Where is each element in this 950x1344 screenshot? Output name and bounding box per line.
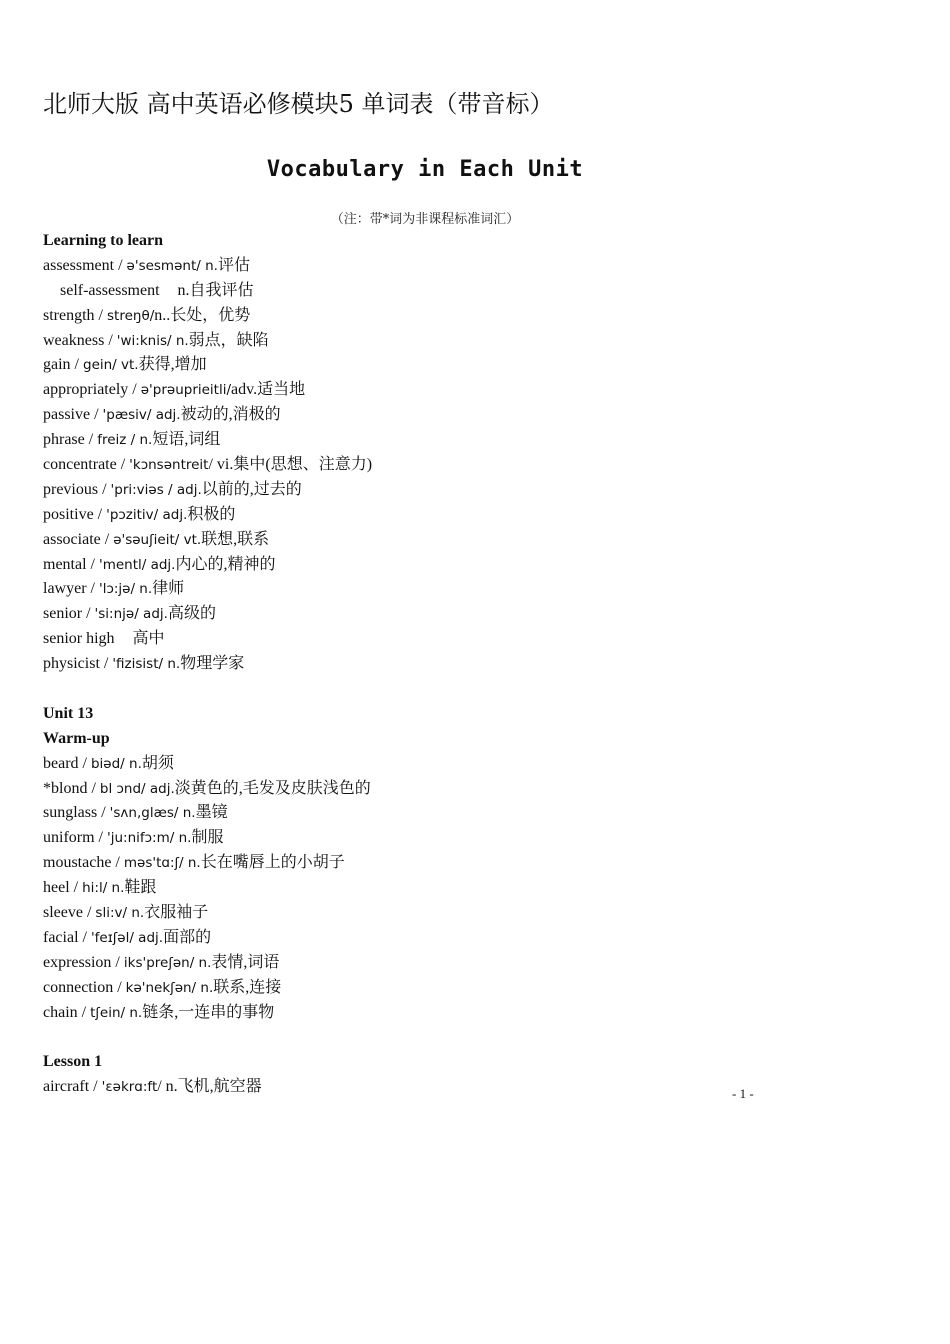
entry-word: lawyer /	[43, 580, 95, 598]
vocab-entry	[43, 453, 803, 478]
document-title: 北师大版 高中英语必修模块5 单词表（带音标）	[43, 90, 554, 118]
entry-meaning: 联系,连接	[213, 978, 282, 996]
entry-phonetic: ə'prəuprieitli/	[140, 382, 232, 399]
entry-phonetic: kə'nekʃən/ n.	[125, 979, 214, 996]
page-number: - 1 -	[732, 1086, 754, 1101]
entry-phonetic: 'mentl/ adj.	[98, 556, 176, 573]
document-subtitle: Vocabulary in Each Unit	[266, 157, 584, 182]
entry-meaning: n..长处，优势	[154, 306, 251, 324]
entry-meaning: 评估	[217, 256, 250, 274]
entry-meaning: 长在嘴唇上的小胡子	[200, 854, 345, 872]
entry-word: associate /	[43, 530, 110, 548]
entry-word: weakness /	[43, 331, 113, 349]
entry-word: concentrate /	[43, 456, 126, 474]
entry-meaning: 鞋跟	[124, 879, 157, 897]
vocab-entry	[43, 951, 803, 976]
entry-meaning: 淡黄色的,毛发及皮肤浅色的	[174, 779, 371, 797]
entry-meaning: 获得,增加	[138, 356, 207, 374]
entry-phonetic: tʃein/ n.	[90, 1004, 143, 1021]
section-heading: Warm-up	[43, 729, 110, 747]
entry-meaning: n.自我评估	[177, 281, 254, 299]
entry-phonetic: streŋθ/	[107, 307, 155, 324]
entry-phonetic: sli:v/ n.	[95, 905, 145, 922]
vocab-entry	[43, 901, 803, 926]
vocab-entry	[43, 652, 803, 677]
entry-word: expression /	[43, 953, 120, 971]
entry-word: moustache /	[43, 854, 120, 872]
entry-word: assessment /	[43, 256, 123, 274]
entry-phonetic: bl ɔnd/ adj.	[99, 780, 175, 797]
entry-phonetic: freiz / n.	[97, 432, 153, 449]
entry-meaning: 以前的,过去的	[201, 480, 302, 498]
entry-phonetic: iks'preʃən/ n.	[123, 954, 212, 971]
vocab-entry	[43, 777, 803, 802]
vocab-entry	[43, 1075, 803, 1100]
entry-meaning: 胡须	[141, 754, 174, 772]
entry-word: *blond /	[43, 779, 96, 797]
vocab-entry	[43, 329, 803, 354]
vocab-entry	[43, 876, 803, 901]
footnote-note: （注：带*词为非课程标准词汇）	[330, 212, 520, 227]
vocab-entry	[43, 503, 803, 528]
entry-meaning: 短语,词组	[152, 431, 221, 449]
entry-phonetic: ə'sesmənt/ n.	[126, 257, 218, 274]
entry-word: positive /	[43, 505, 103, 523]
entry-meaning: 链条,一连串的事物	[142, 1003, 275, 1021]
vocab-entry	[43, 976, 803, 1001]
vocab-entry	[43, 926, 803, 951]
entry-word: gain /	[43, 356, 79, 374]
entry-phonetic: məs'tɑ:ʃ/ n.	[123, 855, 201, 872]
entry-meaning: 制服	[191, 829, 224, 847]
entry-phonetic: 'kɔnsəntreit	[129, 457, 209, 474]
entry-meaning: 衣服袖子	[144, 904, 209, 922]
vocab-entry	[43, 478, 803, 503]
entry-word: aircraft /	[43, 1078, 98, 1096]
entry-word: senior high	[43, 630, 115, 648]
entry-meaning: 面部的	[163, 928, 212, 946]
entry-word: phrase /	[43, 431, 94, 449]
entry-word: sunglass /	[43, 804, 106, 822]
vocab-entry	[43, 577, 803, 602]
vocab-entry	[43, 304, 803, 329]
vocab-entry	[43, 378, 803, 403]
entry-phonetic: gein/ vt.	[83, 357, 139, 374]
entry-meaning: 高中	[132, 630, 165, 648]
entry-word: beard /	[43, 754, 87, 772]
vocab-entry	[43, 254, 803, 279]
entry-word: senior /	[43, 605, 91, 623]
vocab-entry	[43, 627, 803, 652]
blank-line	[43, 677, 803, 702]
vocab-entry	[43, 801, 803, 826]
section-heading: Learning to learn	[43, 232, 163, 249]
blank-line	[43, 1026, 803, 1051]
entry-phonetic: ə'səuʃieit/ vt.	[113, 531, 202, 548]
entry-word: sleeve /	[43, 904, 92, 922]
vocab-entry	[43, 353, 803, 378]
entry-word: chain /	[43, 1003, 87, 1021]
entry-meaning: 高级的	[167, 605, 216, 623]
entry-meaning: / n.飞机,航空器	[157, 1078, 262, 1096]
entry-phonetic: 'pɔzitiv/ adj.	[106, 506, 188, 523]
entry-meaning: 联想,联系	[201, 530, 270, 548]
entry-meaning: 物理学家	[180, 655, 245, 673]
entry-word: heel /	[43, 879, 79, 897]
entry-word: connection /	[43, 978, 122, 996]
entry-phonetic: 'ju:nifɔ:m/ n.	[107, 830, 192, 847]
entry-phonetic: 'lɔ:jə/ n.	[98, 581, 153, 598]
section-heading: Lesson 1	[43, 1053, 103, 1071]
vocab-entry	[43, 279, 803, 304]
entry-word: mental /	[43, 555, 95, 573]
entry-meaning: / vi.集中(思想、注意力)	[208, 456, 373, 474]
vocab-entry	[43, 752, 803, 777]
entry-meaning: 被动的,消极的	[180, 406, 281, 424]
entry-word: physicist /	[43, 655, 109, 673]
entry-meaning: 弱点，缺陷	[188, 331, 269, 349]
entry-word: uniform /	[43, 829, 103, 847]
entry-meaning: 墨镜	[195, 804, 228, 822]
vocabulary-list	[43, 229, 803, 1100]
entry-phonetic: 'wi:knis/ n.	[116, 332, 189, 349]
entry-word: self-assessment	[60, 281, 160, 299]
vocab-entry	[43, 1001, 803, 1026]
entry-meaning: 积极的	[187, 505, 236, 523]
vocab-entry	[43, 403, 803, 428]
entry-phonetic: 'feɪʃəl/ adj.	[90, 929, 164, 946]
entry-word: previous /	[43, 480, 107, 498]
entry-phonetic: biəd/ n.	[90, 755, 142, 772]
entry-phonetic: 'pri:viəs / adj.	[110, 481, 202, 498]
entry-phonetic: hi:l/ n.	[82, 880, 125, 897]
vocab-entry	[43, 553, 803, 578]
entry-phonetic: 'pæsiv/ adj.	[102, 407, 181, 424]
vocab-entry	[43, 428, 803, 453]
entry-word: strength /	[43, 306, 103, 324]
entry-phonetic: 'sʌn,glæs/ n.	[109, 805, 196, 822]
entry-meaning: 内心的,精神的	[175, 555, 276, 573]
entry-meaning: adv.适当地	[231, 381, 306, 399]
vocab-entry	[43, 851, 803, 876]
entry-word: facial /	[43, 928, 87, 946]
entry-word: appropriately /	[43, 381, 137, 399]
entry-meaning: 律师	[152, 580, 185, 598]
entry-phonetic: 'si:njə/ adj.	[94, 606, 168, 623]
vocab-entry	[43, 826, 803, 851]
entry-word: passive /	[43, 406, 99, 424]
vocab-entry	[43, 528, 803, 553]
entry-phonetic: 'ɛəkrɑ:ft	[101, 1079, 158, 1096]
vocab-entry	[43, 602, 803, 627]
entry-meaning: 表情,词语	[211, 953, 280, 971]
entry-phonetic: 'fizisist/ n.	[112, 656, 181, 673]
section-heading: Unit 13	[43, 704, 94, 722]
